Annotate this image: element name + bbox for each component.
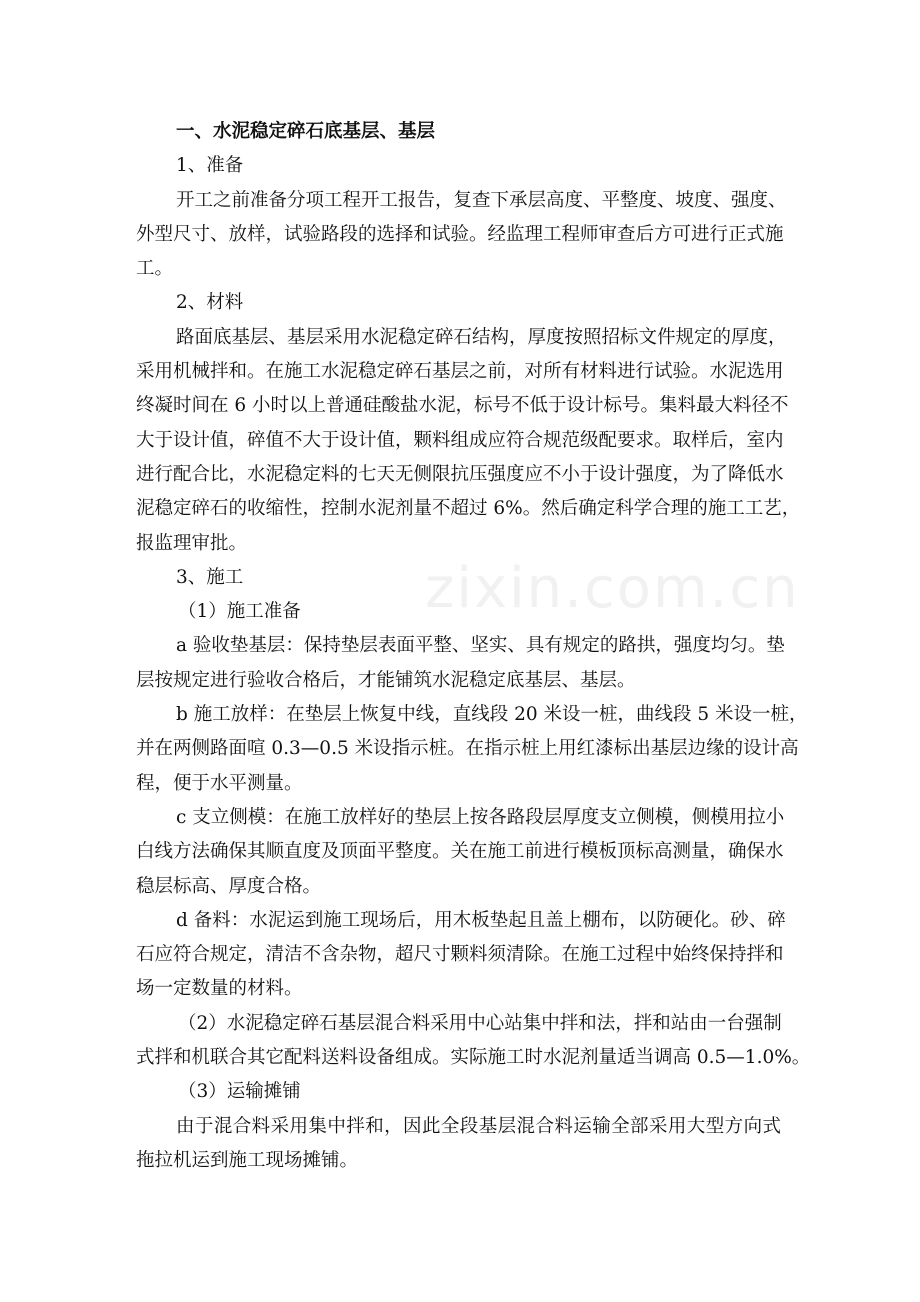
document-body [136,115,811,1178]
paragraph-c-line: c 支立侧模：在施工放样好的垫层上按各路段层厚度支立侧模，侧模用拉小 [176,806,785,828]
paragraph-b-line: 程，便于水平测量。 [136,772,303,794]
item1-title: 1、准备 [176,155,244,177]
sub1-title: （1）施工准备 [178,601,301,623]
paragraph-d-line: 场一定数量的材料。 [136,978,303,1000]
paragraph-b-line: b 施工放样：在垫层上恢复中线，直线段 20 米设一桩，曲线段 5 米设一桩， [176,704,808,726]
sub2-line: （2）水泥稳定碎石基层混合料采用中心站集中拌和法，拌和站由一台强制 [178,1012,782,1034]
paragraph-a-line: a 验收垫基层：保持垫层表面平整、坚实、具有规定的路拱，强度均匀。垫 [176,635,785,657]
item1-line: 开工之前准备分项工程开工报告，复查下承层高度、平整度、坡度、强度、 [176,189,787,211]
paragraph-d-line: 石应符合规定，清洁不含杂物，超尺寸颗料须清除。在施工过程中始终保持拌和 [136,944,784,966]
paragraph-d-line: d 备料：水泥运到施工现场后，用木板垫起且盖上棚布，以防硬化。砂、碎 [176,909,786,931]
item2-line: 采用机械拌和。在施工水泥稳定碎石基层之前，对所有材料进行试验。水泥选用 [136,361,784,383]
sub3-line: 由于混合料采用集中拌和，因此全段基层混合料运输全部采用大型方向式 [176,1115,781,1137]
item2-line: 泥稳定碎石的收缩性，控制水泥剂量不超过 6%。然后确定科学合理的施工工艺， [136,498,801,520]
watermark: zixin.com.cn [425,556,800,621]
item3-title: 3、施工 [176,566,244,588]
item2-line: 路面底基层、基层采用水泥稳定碎石结构，厚度按照招标文件规定的厚度， [176,326,787,348]
sub3-title: （3）运输摊铺 [178,1081,301,1103]
sub2-line: 式拌和机联合其它配料送料设备组成。实际施工时水泥剂量适当调高 0.5—1.0%。 [136,1047,811,1069]
item1-line: 外型尺寸、放样，试验路段的选择和试验。经监理工程师审查后方可进行正式施 [136,223,784,245]
paragraph-c-line: 稳层标高、厚度合格。 [136,875,322,897]
item2-line: 终凝时间在 6 小时以上普通硅酸盐水泥，标号不低于设计标号。集料最大料径不 [136,395,789,417]
item2-title: 2、材料 [176,292,244,314]
section-heading: 一、水泥稳定碎石底基层、基层 [176,121,436,142]
item2-line: 大于设计值，碎值不大于设计值，颗料组成应符合规范级配要求。取样后，室内 [136,429,784,451]
paragraph-b-line: 并在两侧路面喧 0.3—0.5 米设指示桩。在指示桩上用红漆标出基层边缘的设计高 [136,738,799,760]
paragraph-a-line: 层按规定进行验收合格后，才能铺筑水泥稳定底基层、基层。 [136,669,636,691]
paragraph-c-line: 白线方法确保其顺直度及顶面平整度。关在施工前进行模板顶标高测量，确保水 [136,841,784,863]
item2-line: 报监理审批。 [136,532,248,554]
sub3-line: 拖拉机运到施工现场摊铺。 [136,1149,359,1171]
item1-line: 工。 [136,258,174,280]
item2-line: 进行配合比，水泥稳定料的七天无侧限抗压强度应不小于设计强度，为了降低水 [136,463,784,485]
